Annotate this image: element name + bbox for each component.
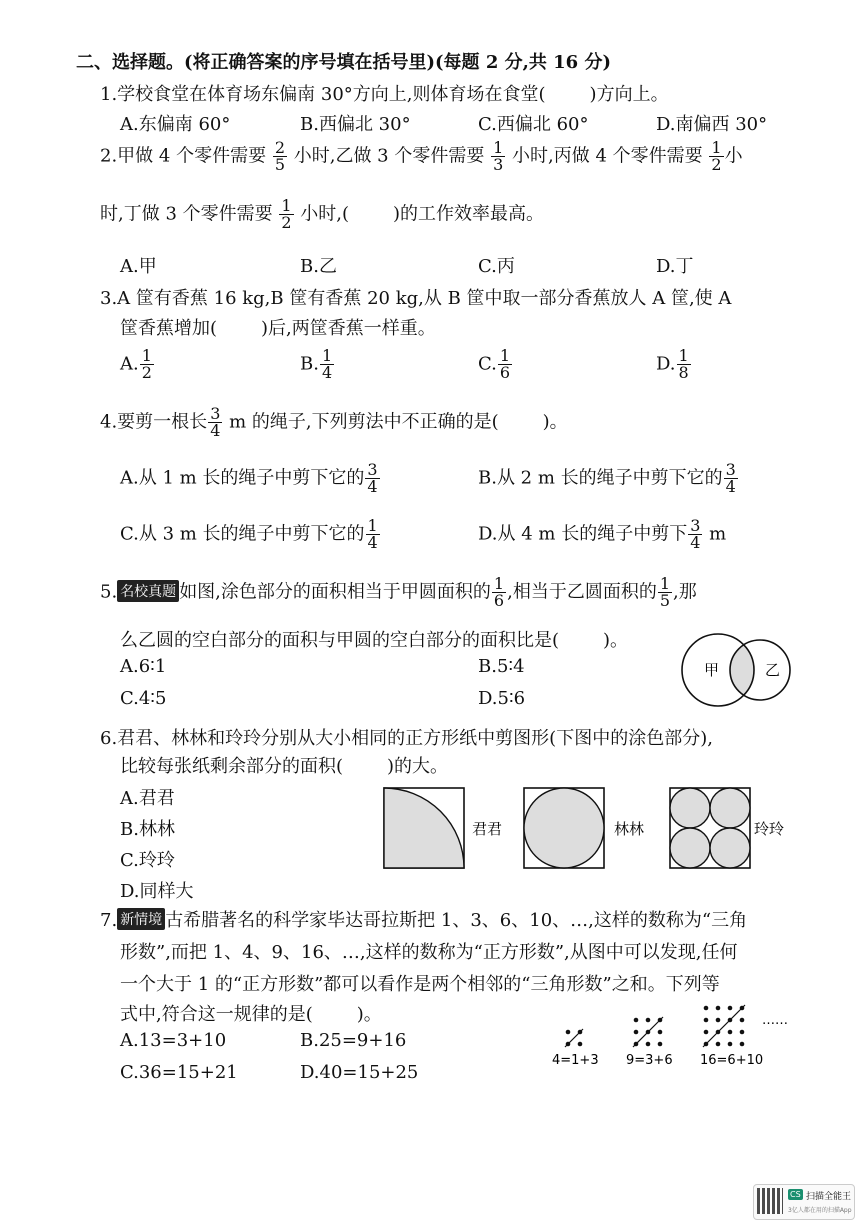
ellipsis: …… — [762, 1013, 788, 1028]
q2-option-a: A.甲 — [120, 256, 157, 277]
q5-option-d: D.5∶6 — [478, 688, 526, 709]
q1-option-c: C.西偏北 60° — [478, 114, 589, 135]
tag-badge: 名校真题 — [117, 580, 179, 602]
q7-option-c: C.36=15+21 — [120, 1062, 238, 1083]
fraction: $\frac{1}{2}$ — [281, 196, 292, 232]
q4-option-a: A.从 1 m 长的绳子中剪下它的 $\frac{3}{4}$ — [120, 460, 378, 496]
q1-text-end: )方向上。 — [589, 84, 669, 105]
q7-option-a: A.13=3+10 — [120, 1030, 227, 1051]
question-2-line2 — [100, 198, 544, 231]
q4-option-d: D.从 4 m 长的绳子中剪下 $\frac{3}{4}$ m — [478, 516, 727, 552]
question-3-line1: 3.A 筐有香蕉 16 kg,B 筐有香蕉 20 kg,从 B 筐中取一部分香蕉放人 A 筐,使 A — [100, 288, 732, 309]
q2-text: )的工作效率最高。 — [393, 203, 545, 225]
qr-code-icon — [757, 1188, 783, 1214]
q6-option-a: A.君君 — [120, 788, 175, 809]
q5-option-c: C.4∶5 — [120, 688, 167, 709]
q7-option-b: B.25=9+16 — [300, 1030, 407, 1051]
q2-text: 小时,乙做 3 个零件需要 — [293, 145, 485, 167]
dot-pattern-figure — [540, 996, 800, 1068]
q2-text: 时,丁做 3 个零件需要 — [100, 203, 273, 225]
q2-text: 2.甲做 4 个零件需要 — [100, 145, 267, 167]
q4-option-b: B.从 2 m 长的绳子中剪下它的 $\frac{3}{4}$ — [478, 460, 736, 496]
small-circle-shaded — [710, 828, 750, 868]
scanner-watermark — [753, 1184, 855, 1220]
question-2-line1 — [100, 140, 743, 173]
q6-option-b: B.林林 — [120, 819, 175, 840]
q3-option-d: D. $\frac{1}{8}$ — [656, 346, 689, 382]
question-1-stem — [100, 80, 669, 106]
q6-option-c: C.玲玲 — [120, 850, 175, 871]
section-title: 二、选择题。(将正确答案的序号填在括号里)(每题 2 分,共 16 分) — [76, 52, 611, 73]
label-linlin: 林林 — [614, 820, 645, 838]
fraction: $\frac{2}{5}$ — [274, 138, 285, 174]
q1-option-b: B.西偏北 30° — [300, 114, 411, 135]
small-circle-shaded — [670, 788, 710, 828]
fraction: $\frac{1}{3}$ — [493, 138, 504, 174]
question-5-line2: 么乙圆的空白部分的面积与甲圆的空白部分的面积比是( )。 — [120, 630, 629, 651]
q5-option-a: A.6∶1 — [120, 656, 167, 677]
q3-option-b: B. $\frac{1}{4}$ — [300, 346, 333, 382]
dot-label-16: 16=6+10 — [700, 1053, 764, 1068]
dot-label-4: 4=1+3 — [552, 1053, 599, 1068]
q3-option-a: A. $\frac{1}{2}$ — [120, 346, 152, 382]
q2-text: 小时,( — [300, 203, 350, 225]
q2-text: 小时,丙做 4 个零件需要 — [512, 145, 703, 167]
q1-option-a: A.东偏南 60° — [120, 114, 231, 135]
question-5-line1: 5. 名校真题 如图,涂色部分的面积相当于甲圆面积的 $\frac{1}{6}$ ,相当于乙圆面积的 $\frac{1}{5}$ ,那 — [100, 574, 697, 610]
question-7-line3: 一个大于 1 的“正方形数”都可以看作是两个相邻的“三角形数”之和。下列等 — [120, 974, 720, 995]
circle-yi-label: 乙 — [765, 661, 781, 679]
small-circle-shaded — [670, 828, 710, 868]
circle-shaded — [524, 788, 604, 868]
small-circle-shaded — [710, 788, 750, 828]
square-paper-figures — [380, 786, 810, 872]
q4-option-c: C.从 3 m 长的绳子中剪下它的 $\frac{1}{4}$ — [120, 516, 378, 552]
label-junjun: 君君 — [472, 820, 503, 838]
question-3-line2: 筐香蕉增加( )后,两筐香蕉一样重。 — [120, 318, 436, 339]
question-6-line2: 比较每张纸剩余部分的面积( )的大。 — [120, 756, 449, 777]
label-lingling: 玲玲 — [754, 820, 785, 838]
q2-option-c: C.丙 — [478, 256, 515, 277]
q7-option-d: D.40=15+25 — [300, 1062, 419, 1083]
question-7-line1: 7. 新情境 古希腊著名的科学家毕达哥拉斯把 1、3、6、10、…,这样的数称为“三角 — [100, 910, 748, 931]
question-6-line1: 6.君君、林林和玲玲分别从大小相同的正方形纸中剪图形(下图中的涂色部分), — [100, 728, 713, 749]
q3-option-c: C. $\frac{1}{6}$ — [478, 346, 511, 382]
q2-option-d: D.丁 — [656, 256, 694, 277]
question-7-line4: 式中,符合这一规律的是( )。 — [120, 1004, 382, 1025]
q1-text: 1.学校食堂在体育场东偏南 30°方向上,则体育场在食堂( — [100, 84, 546, 105]
cs-logo: CS — [790, 1190, 801, 1199]
question-4-stem: 4.要剪一根长 $\frac{3}{4}$ m 的绳子,下列剪法中不正确的是( )。 — [100, 404, 568, 440]
q2-text: 小 — [724, 145, 743, 167]
q1-option-d: D.南偏西 30° — [656, 114, 768, 135]
brand-sub: 3亿人都在用的扫描App — [788, 1207, 852, 1214]
fraction: $\frac{1}{2}$ — [711, 138, 722, 174]
tag-badge: 新情境 — [117, 908, 165, 930]
q5-option-b: B.5∶4 — [478, 656, 525, 677]
circle-jia-label: 甲 — [704, 661, 720, 679]
question-7-line2: 形数”,而把 1、4、9、16、…,这样的数称为“正方形数”,从图中可以发现,任何 — [120, 942, 738, 963]
q6-option-d: D.同样大 — [120, 881, 194, 902]
overlapping-circles-figure — [676, 632, 798, 712]
brand-name: 扫描全能王 — [806, 1192, 852, 1202]
dot-label-9: 9=3+6 — [626, 1053, 673, 1068]
q2-option-b: B.乙 — [300, 256, 337, 277]
